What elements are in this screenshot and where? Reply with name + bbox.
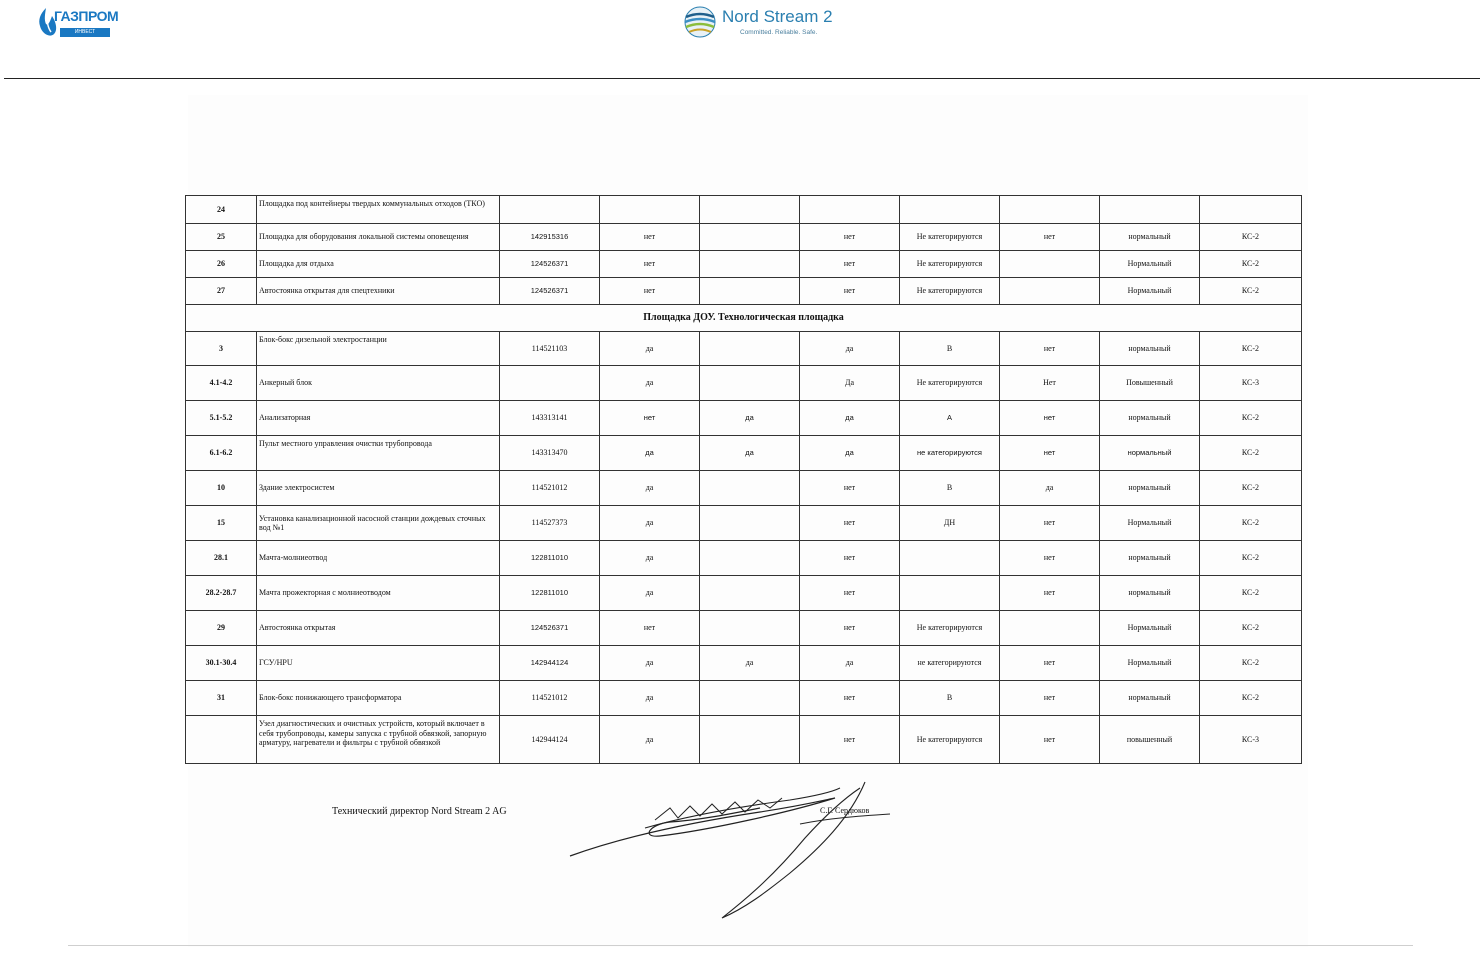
page-header: [0, 0, 1480, 80]
section-header-row: [186, 305, 1302, 332]
table-row: 28.2-28.7 Мачта прожекторная с молниеотводом 122811010 да нет нет нормальный КС-2: [186, 576, 1302, 611]
gazprom-wordmark: ГАЗПРОМ: [54, 8, 119, 24]
gazprom-subbrand: ИНВЕСТ: [60, 28, 110, 37]
table-row: 15 Установка канализационной насосной станции дождевых сточных вод №1 114527373 да нет ДН нет Нормальный КС-2: [186, 506, 1302, 541]
nord-stream-tagline: Committed. Reliable. Safe.: [740, 29, 818, 36]
table-row: 30.1-30.4 ГСУ/HPU 142944124 да да да не категорируются нет Нормальный КС-2: [186, 646, 1302, 681]
table-row: 6.1-6.2 Пульт местного управления очистки трубопровода 143313470 да да да не категорируются нет нормальный КС-2: [186, 436, 1302, 471]
object-register-table: [185, 195, 1302, 764]
table-row: 24 Площадка под контейнеры твердых коммунальных отходов (ТКО): [186, 196, 1302, 224]
table-row: 4.1-4.2 Анкерный блок да Да Не категорируются Нет Повышенный КС-3: [186, 366, 1302, 401]
table-row: 3 Блок-бокс дизельной электростанции 114521103 да да В нет нормальный КС-2: [186, 332, 1302, 366]
handwritten-signature: [560, 778, 900, 923]
table-row: 27 Автостоянка открытая для спецтехники 124526371 нет нет Не категорируются Нормальный КС-2: [186, 278, 1302, 305]
table-row: 28.1 Мачта-молниеотвод 122811010 да нет нет нормальный КС-2: [186, 541, 1302, 576]
signatory-name: С.Г. Сердюков: [820, 806, 870, 815]
footer-divider: [68, 945, 1413, 946]
table-row: 31 Блок-бокс понижающего трансформатора 114521012 да нет В нет нормальный КС-2: [186, 681, 1302, 716]
table-row: 25 Площадка для оборудования локальной системы оповещения 142915316 нет нет Не категорируются нет нормальный КС-2: [186, 224, 1302, 251]
table-row: Узел диагностических и очистных устройств, который включает в себя трубопроводы, камеры запуска с трубной обвязкой, запорную арматуру, нагреватели и фильтры с трубной обвязкой 142944124 да нет Не категорируются нет повышенный КС-3: [186, 716, 1302, 764]
section-title: Площадка ДОУ. Технологическая площадка: [186, 305, 1302, 332]
table-row: 5.1-5.2 Анализаторная 143313141 нет да да А нет нормальный КС-2: [186, 401, 1302, 436]
table-row: 26 Площадка для отдыха 124526371 нет нет Не категорируются Нормальный КС-2: [186, 251, 1302, 278]
nord-stream-wordmark: Nord Stream 2: [722, 7, 833, 26]
table-row: 10 Здание электросистем 114521012 да нет В да нормальный КС-2: [186, 471, 1302, 506]
table-row: 29 Автостоянка открытая 124526371 нет нет Не категорируются Нормальный КС-2: [186, 611, 1302, 646]
header-divider: [4, 78, 1480, 79]
signatory-title: Технический директор Nord Stream 2 AG: [332, 806, 507, 817]
